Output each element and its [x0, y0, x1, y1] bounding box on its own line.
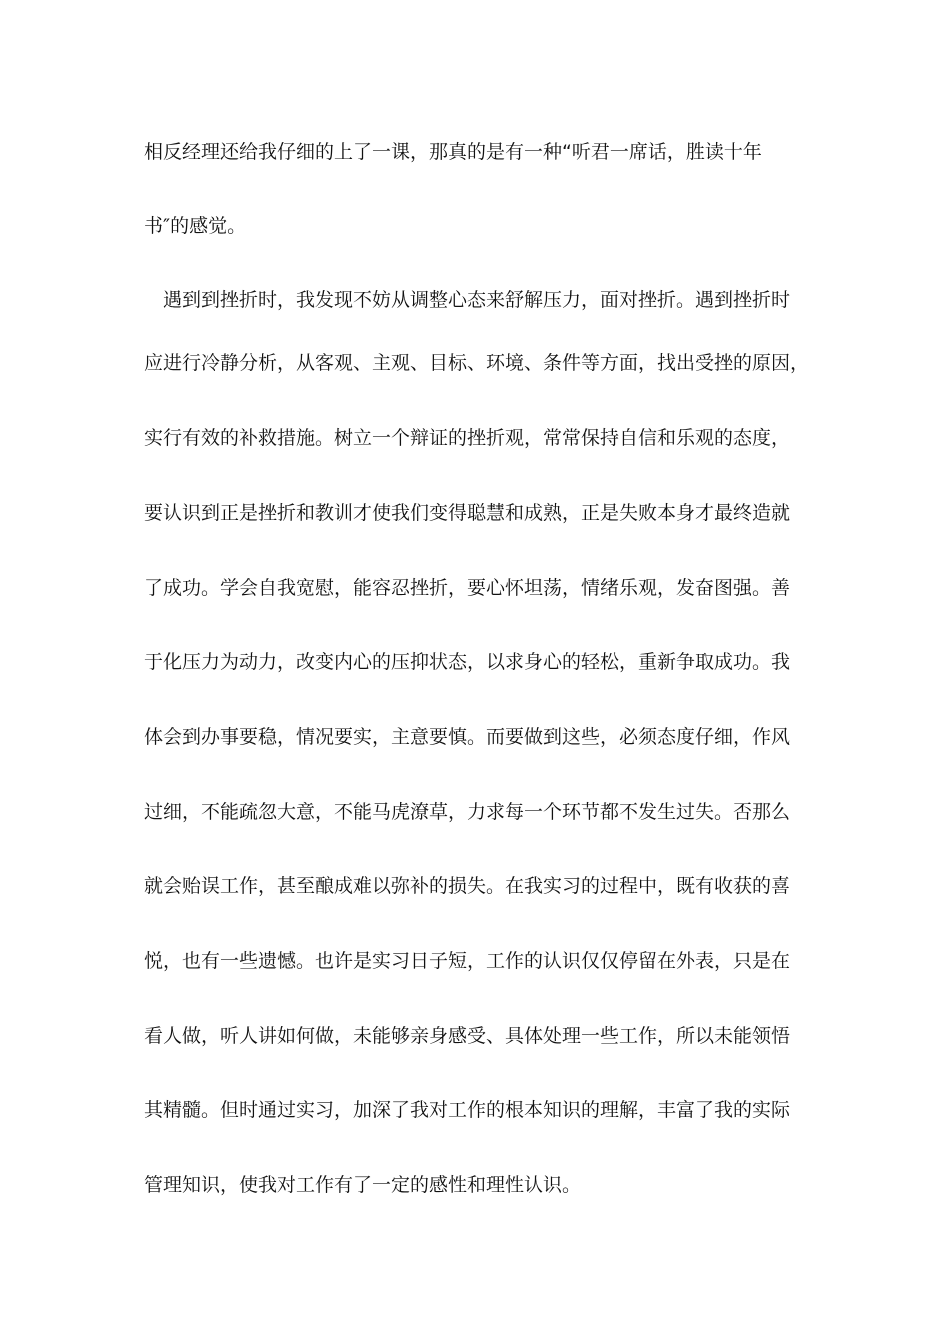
text-line-2: 书″的感觉。: [144, 215, 247, 237]
text-line-6: 要认识到正是挫折和教训才使我们变得聪慧和成熟，正是失败本身才最终造就: [144, 502, 791, 524]
text-line-1: 相反经理还给我仔细的上了一课，那真的是有一种“听君一席话，胜读十年: [144, 141, 762, 163]
text-line-3: 遇到到挫折时，我发现不妨从调整心态来舒解压力，面对挫折。遇到挫折时: [144, 289, 791, 311]
text-line-13: 看人做，听人讲如何做，未能够亲身感受、具体处理一些工作，所以未能领悟: [144, 1025, 791, 1047]
text-line-12: 悦，也有一些遗憾。也许是实习日子短，工作的认识仅仅停留在外表，只是在: [144, 950, 791, 972]
text-line-15: 管理知识，使我对工作有了一定的感性和理性认识。: [144, 1174, 582, 1196]
text-line-9: 体会到办事要稳，情况要实，主意要慎。而要做到这些，必须态度仔细，作风: [144, 726, 791, 748]
text-line-8: 于化压力为动力，改变内心的压抑状态，以求身心的轻松，重新争取成功。我: [144, 651, 791, 673]
text-line-11: 就会贻误工作，甚至酿成难以弥补的损失。在我实习的过程中，既有收获的喜: [144, 875, 791, 897]
text-line-5: 实行有效的补救措施。树立一个辩证的挫折观，常常保持自信和乐观的态度，: [144, 427, 791, 449]
text-line-4: 应进行冷静分析，从客观、主观、目标、环境、条件等方面，找出受挫的原因，: [144, 352, 810, 374]
text-line-10: 过细，不能疏忽大意，不能马虎潦草，力求每一个环节都不发生过失。否那么: [144, 801, 791, 823]
text-line-14: 其精髓。但时通过实习，加深了我对工作的根本知识的理解，丰富了我的实际: [144, 1099, 791, 1121]
text-line-7: 了成功。学会自我宽慰，能容忍挫折，要心怀坦荡，情绪乐观，发奋图强。善: [144, 577, 791, 599]
